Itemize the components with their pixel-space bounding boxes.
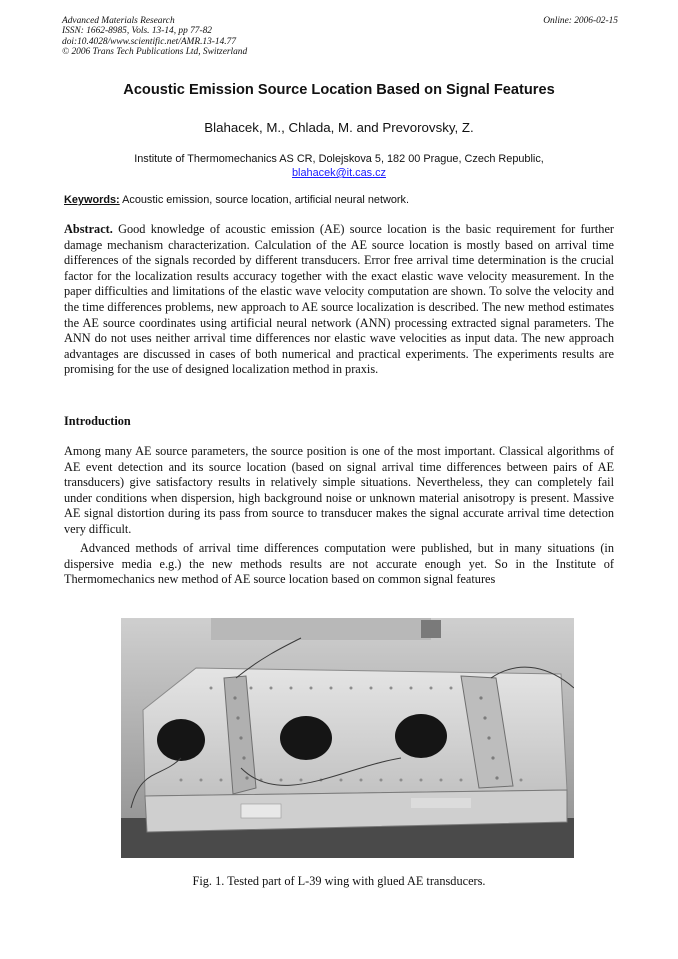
issn-line: ISSN: 1662-8985, Vols. 13-14, pp 77-82 [62,26,212,37]
introduction-paragraph-2: Advanced methods of arrival time differences computation were published, but in many situations (in dispersive media e.g.) the new methods results are not accurate enough yet. So in the Institute of Thermomechanics new method of AE source location based on common signal features [64,541,614,587]
copyright-line: © 2006 Trans Tech Publications Ltd, Switzerland [62,47,248,58]
figure-1-caption: Fig. 1. Tested part of L-39 wing with glued AE transducers. [192,874,486,888]
journal-name: Advanced Materials Research [62,16,175,26]
keywords-text: Acoustic emission, source location, artificial neural network. [119,194,410,206]
email-link[interactable]: blahacek@it.cas.cz [292,167,386,179]
paper-title: Acoustic Emission Source Location Based on Signal Features [123,82,555,98]
keywords [64,194,618,206]
wing-photo-illustration [121,618,574,858]
institute-address: Institute of Thermomechanics AS CR, Dolejskova 5, 182 00 Prague, Czech Republic, [134,153,544,165]
abstract-label: Abstract. [64,222,113,236]
journal-header [62,16,618,58]
figure-1-photo [121,618,574,858]
introduction-heading: Introduction [64,414,131,428]
doi-line: doi:10.4028/www.scientific.net/AMR.13-14.77 [62,36,237,47]
online-date: Online: 2006-02-15 [543,16,618,26]
introduction-paragraph-1: Among many AE source parameters, the source position is one of the most important. Classical algorithms of AE event detection and its source location (based on signal arrival time differences between pairs of AE transducers) give satisfactory results in relatively simple situations. Nevertheless, they can completely fail under conditions when dispersion, high background noise or unknown material anisotropy is present. Massive AE signal distortion during its pass from source to transducer makes the signal accurate arrival time detection very difficult. [64,444,614,536]
paper-authors: Blahacek, M., Chlada, M. and Prevorovsky, Z. [204,120,474,135]
abstract [64,222,614,378]
affiliation [62,152,616,180]
keywords-label: Keywords: [64,194,120,206]
abstract-text: Good knowledge of acoustic emission (AE) source location is the basic requirement for further damage mechanism characterization. Calculation of the AE source location is mostly based on arrival time differences of the signals recorded by different transducers. Error free arrival time determination is the crucial factor for the localization results accuracy together with the exact elastic wave velocity measurement. In the paper difficulties and limitations of the elastic wave velocity computation are shown. To solve the velocity and the time differences problems, new approach to AE source localization is described. The new method estimates the AE source coordinates using artificial neural network (ANN) processing extracted signal parameters. The ANN do not uses neither arrival time differences nor elastic wave velocities as input data. The new approach advantages are discussed in cases of both numerical and practical experiments. The experiments results are promising for the use of designed localization method in praxis. [64,222,614,377]
